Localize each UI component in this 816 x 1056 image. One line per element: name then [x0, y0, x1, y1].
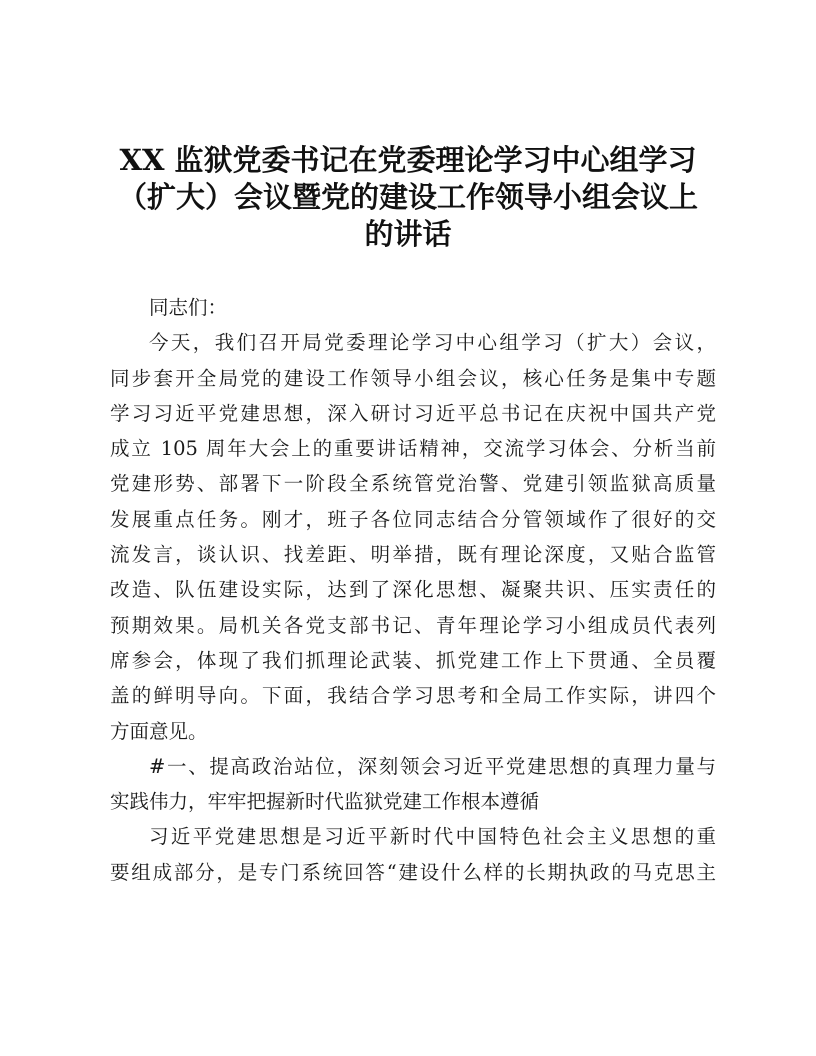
section-heading-line: 实践伟力，牢牢把握新时代监狱党建工作根本遵循 [110, 790, 540, 814]
paragraph-line: 党建形势、部署下一阶段全系统管党治警、党建引领监狱高质量 [110, 472, 716, 496]
salutation: 同志们： [149, 296, 228, 319]
document-title [100, 142, 716, 253]
paragraph-line: 要组成部分，是专门系统回答“建设什么样的长期执政的马克思主 [110, 860, 716, 884]
paragraph-line: 盖的鲜明导向。下面，我结合学习思考和全局工作实际，讲四个 [110, 684, 716, 708]
title-line-3: 的讲话 [364, 217, 452, 251]
paragraph-line: 同步套开全局党的建设工作领导小组会议，核心任务是集中专题 [110, 366, 716, 390]
paragraph-line: 今天，我们召开局党委理论学习中心组学习（扩大）会议， [149, 331, 716, 355]
paragraph-line: 预期效果。局机关各党支部书记、青年理论学习小组成员代表列 [110, 613, 716, 637]
paragraph-line: 流发言，谈认识、找差距、明举措，既有理论深度，又贴合监管 [110, 543, 716, 567]
paragraph-line: 习近平党建思想是习近平新时代中国特色社会主义思想的重 [149, 825, 716, 849]
paragraph-line: 改造、队伍建设实际，达到了深化思想、凝聚共识、压实责任的 [110, 578, 716, 602]
paragraph-line: 成立 105 周年大会上的重要讲话精神，交流学习体会、分析当前 [110, 437, 716, 461]
title-line-2: （扩大）会议暨党的建设工作领导小组会议上 [117, 180, 698, 214]
title-line-1: XX 监狱党委书记在党委理论学习中心组学习 [119, 143, 697, 177]
paragraph-line: 学习习近平党建思想，深入研讨习近平总书记在庆祝中国共产党 [110, 401, 716, 425]
paragraph-line: 发展重点任务。刚才，班子各位同志结合分管领域作了很好的交 [110, 507, 716, 531]
paragraph-line: 席参会，体现了我们抓理论武装、抓党建工作上下贯通、全员覆 [110, 648, 716, 672]
document-body [110, 290, 716, 890]
paragraph-line: 方面意见。 [110, 719, 208, 743]
section-heading-line: #一、提高政治站位，深刻领会习近平党建思想的真理力量与 [149, 754, 716, 778]
